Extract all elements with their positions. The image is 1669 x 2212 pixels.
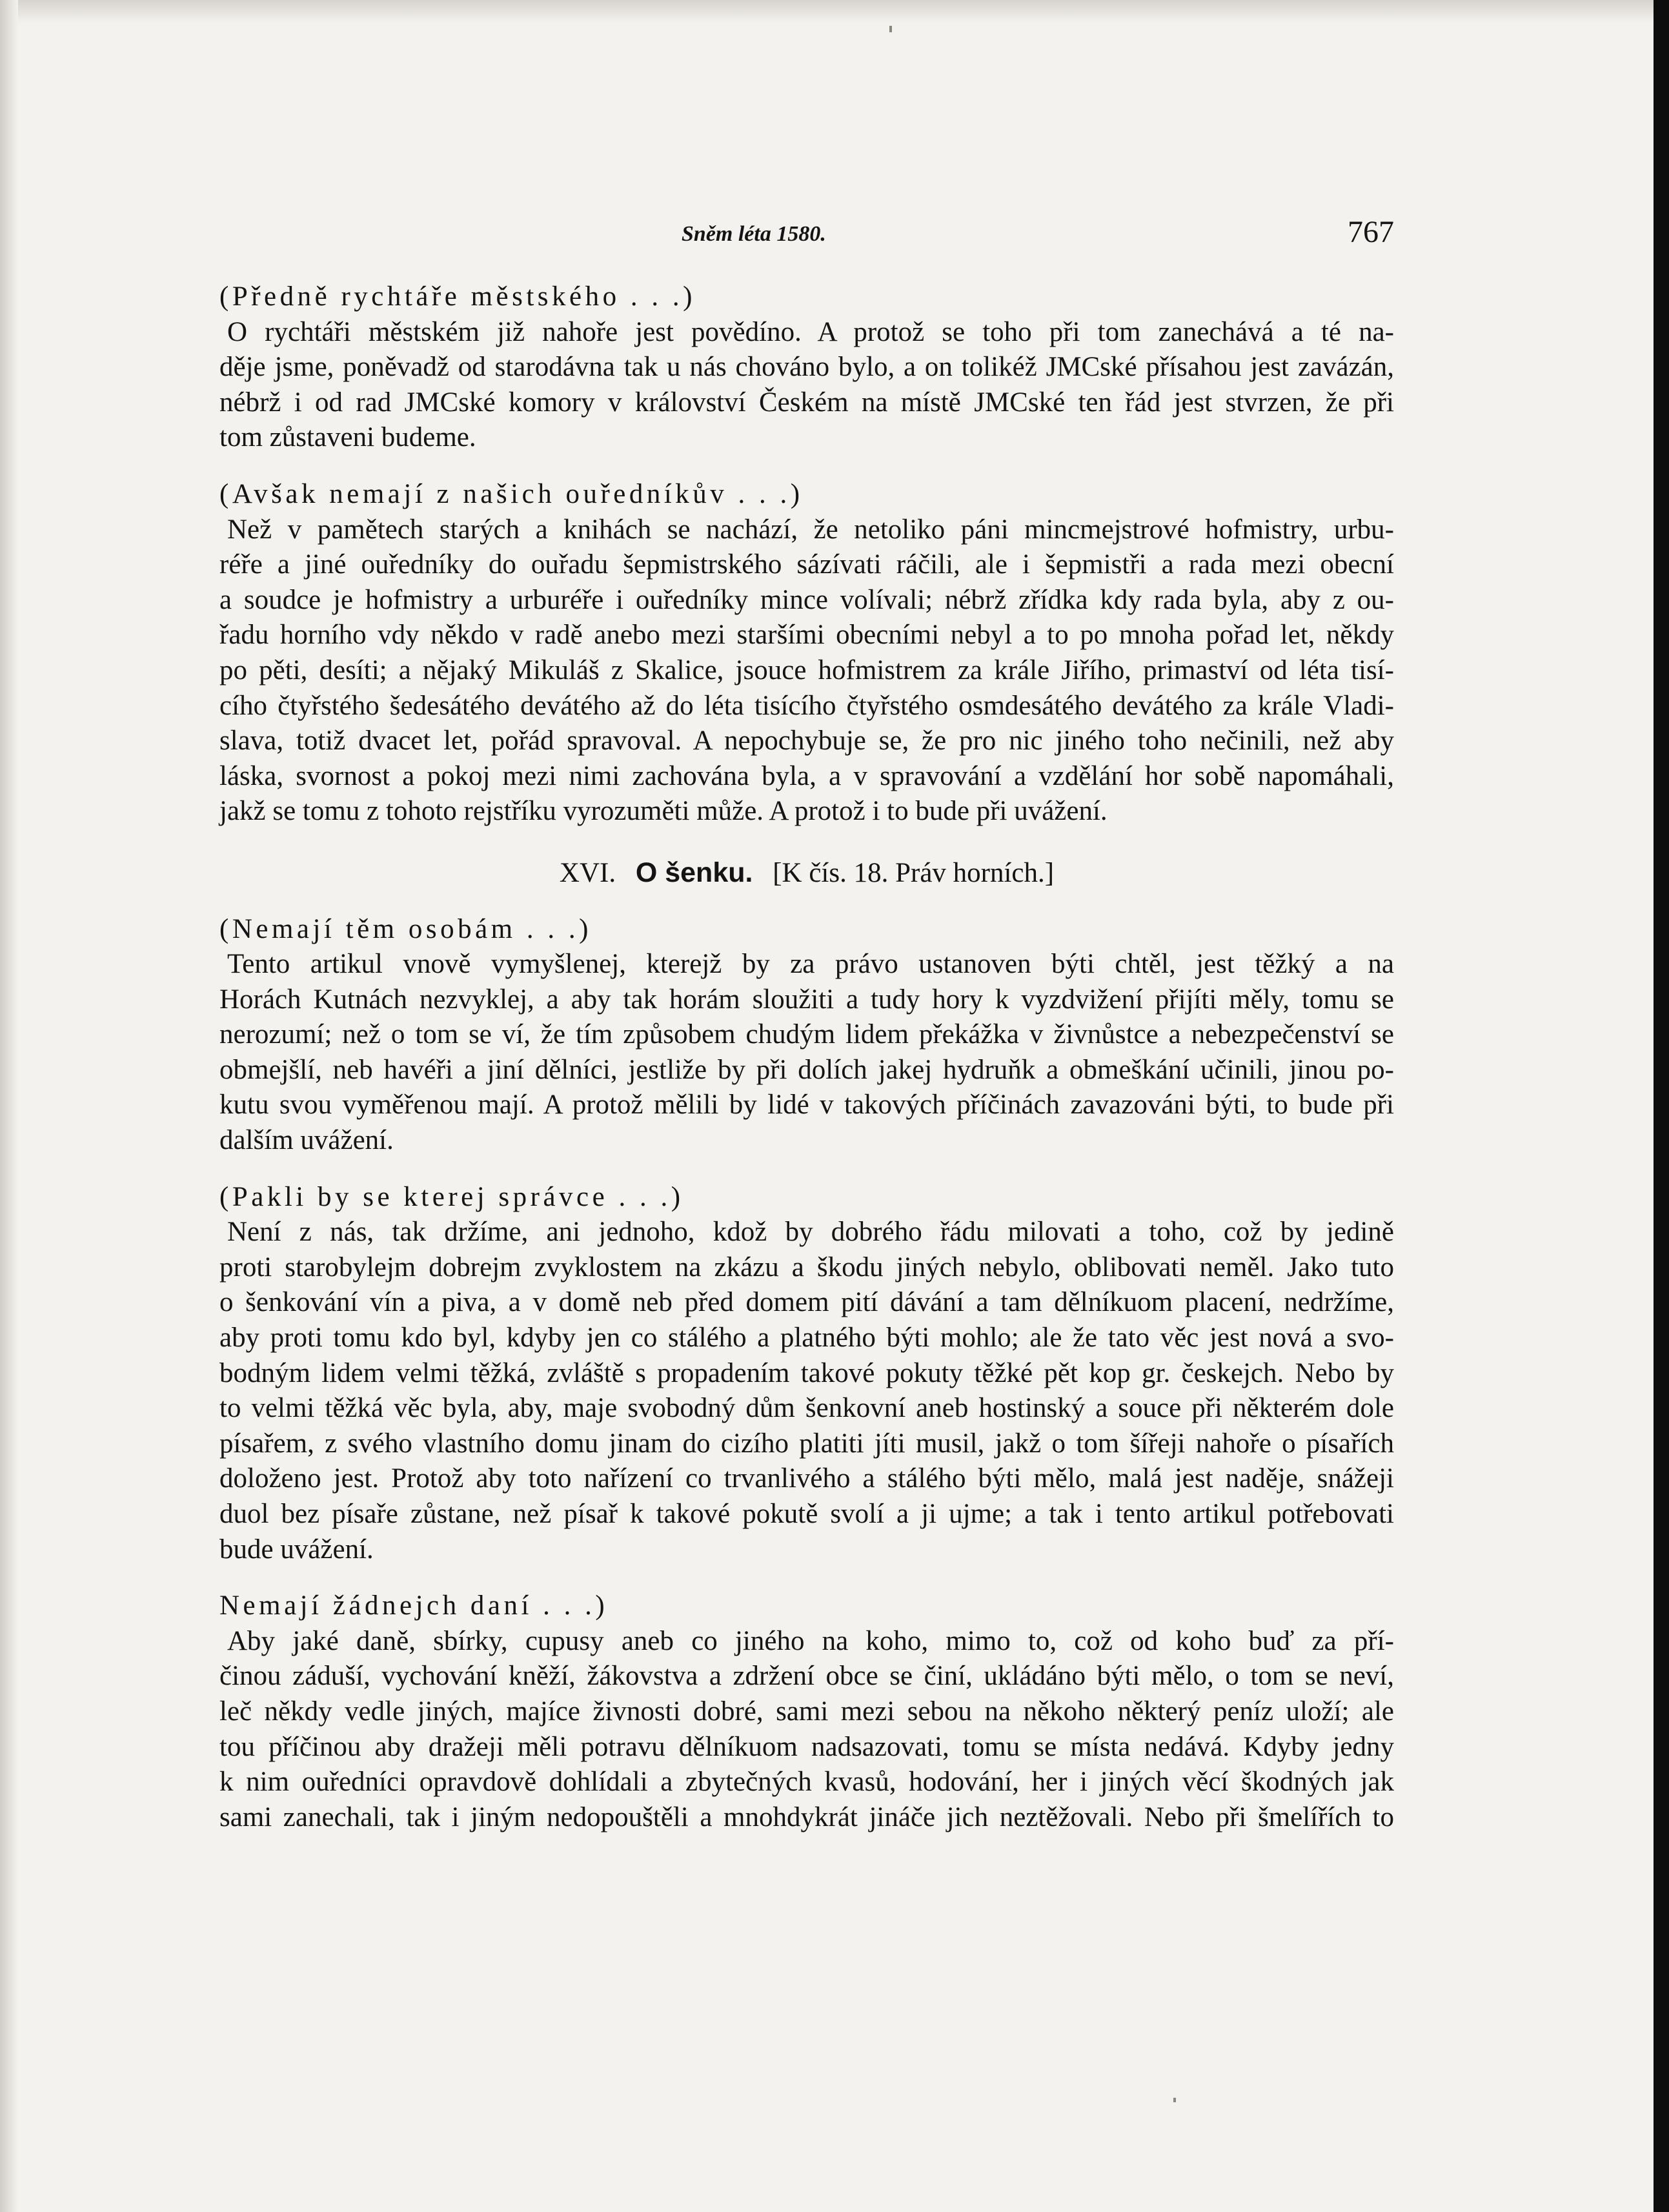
page-number: 767 [1348,215,1394,249]
article-caption: (Předně rychtáře městského . . .) [219,281,696,312]
article-caption: Nemají žádnejch daní . . .) [219,1590,609,1621]
text-line: aby proti tomu kdo byl, kdyby jen co stálého a platného býti mohlo; ale že tato věc jest nová a svo- [219,1323,1394,1354]
text-line: tou příčinou aby dražeji měli potravu dělníkuom nadsazovati, tomu se místa nedává. Kdyby jedny [219,1731,1394,1762]
page-header [219,214,1394,261]
text-line: sami zanechali, tak i jiným nedopouštěli a mnohdykrát jináče jich neztěžovali. Nebo při šmelířích to [219,1801,1394,1832]
section-reference: [K čís. 18. Práv horních.] [773,857,1055,888]
article-response [219,912,1394,1159]
running-title: Sněm léta 1580. [682,222,826,246]
text-line: o šenkování vín a piva, a v domě neb před domem pití dávání a tam dělníkuom placení, nedržíme, [219,1287,1394,1318]
scan-edge-left [0,0,18,2212]
text-line: jakž se tomu z tohoto rejstříku vyrozuměti může. A protož i to bude při uvážení. [219,796,1108,827]
text-line: písařem, z svého vlastního domu jinam do cizího platiti jíti musil, jakž o tom šířeji nahoře o písařích [219,1428,1394,1459]
paragraph-gap [219,456,1394,477]
text-line: to velmi těžká věc byla, aby, maje svobodný dům šenkovní aneb hostinský a souce při některém dole [219,1393,1394,1424]
text-line: láska, svornost a pokoj mezi nimi zachována byla, a v spravování a vzdělání hor sobě napomáhali, [219,760,1394,791]
text-line: duol bez písaře zůstane, než písař k takové pokutě svolí a ji ujme; a tak i tento artikul potřebovati [219,1499,1394,1529]
text-line: cího čtyřstého šedesátého devátého až do léta tisícího čtyřstého osmdesátého devátého za krále Vladi- [219,690,1394,721]
text-line: děje jsme, poněvadž od starodávna tak u nás chováno bylo, a on tolikéž JMCské přísahou jest zavázán, [219,352,1394,383]
text-line: nébrž i od rad JMCské komory v království Českém na místě JMCské ten řád jest stvrzen, že při [219,387,1394,418]
text-line: proti starobylejm dobrejm zvyklostem na zkázu a škodu jiných nebylo, oblibovati neměl. Jako tuto [219,1252,1394,1283]
text-line: dalším uvážení. [219,1125,394,1156]
paragraph-gap [219,891,1394,912]
paragraph-gap [219,1567,1394,1588]
text-line: po pěti, desíti; a nějaký Mikuláš z Skalice, jsouce hofmistrem za krále Jiřího, primaství od léta tisí- [219,654,1394,685]
text-line: Aby jaké daně, sbírky, cupusy aneb co jiného na koho, mimo to, což od koho buď za pří- [227,1625,1394,1656]
scan-speck [889,26,892,32]
paragraph-gap [219,1159,1394,1180]
text-line: réře a jiné ouředníky do ouřadu šepmistrského sázívati ráčili, ale i šepmistři a rada mezi obecní [219,549,1394,580]
text-line: tom zůstaveni budeme. [219,422,476,453]
text-line: obmejšlí, neb havéři a jiní dělníci, jestliže by při dolích jakej hydruňk a obmeškání učinili, jinou po- [219,1054,1394,1085]
text-line: O rychtáři městském již nahoře jest povědíno. A protož se toho při tom zanechává a té na- [227,316,1394,347]
scan-edge-top [0,0,1654,23]
text-line: kutu svou vyměřenou mají. A protož mělili by lidé v takových příčinách zavazováni býti, to bude při [219,1090,1394,1121]
scan-speck [1173,2098,1176,2102]
article-response [219,477,1394,829]
article-response [219,1180,1394,1568]
text-line: Než v pamětech starých a knihách se nachází, že netoliko páni mincmejstrové hofmistry, urbu- [227,514,1394,545]
text-line: činou záduší, vychování kněží, žákovstva a zdržení obce se činí, ukládáno býti mělo, o tom se neví, [219,1661,1394,1692]
section-heading [219,855,1394,891]
section-number: XVI. [559,857,616,888]
article-caption: (Nemají těm osobám . . .) [219,913,592,944]
text-line: leč někdy vedle jiných, majíce živnosti dobré, sami mezi sebou na někoho některý peníz uloží; ale [219,1696,1394,1727]
text-line: slava, totiž dvacet let, pořád spravoval. A nepochybuje se, že pro nic jiného toho nečinili, než aby [219,725,1394,756]
article-caption: (Pakli by se kterej správce . . .) [219,1181,684,1212]
page-body [219,279,1394,1835]
article-caption: (Avšak nemají z našich ouředníkův . . .) [219,478,804,509]
text-line: bude uvážení. [219,1534,374,1565]
article-response [219,1588,1394,1835]
paragraph-gap [219,829,1394,855]
text-line: řadu horního vdy někdo v radě anebo mezi staršími obecními nebyl a to po mnoha pořad let, někdy [219,620,1394,651]
section-title: O šenku. [635,857,753,888]
text-line: Není z nás, tak držíme, ani jednoho, kdož by dobrého řádu milovati a toho, což by jedině [227,1217,1394,1248]
text-line: k nim ouředníci opravdově dohlídali a zbytečných kvasů, hodování, her i jiných věcí škodných jak [219,1767,1394,1798]
text-line: a soudce je hofmistry a urburéře i ouředníky mince volívali; nébrž zřídka kdy rada byla, aby z ou- [219,584,1394,615]
article-response [219,279,1394,456]
text-line: bodným lidem velmi těžká, zvláště s propadením takové pokuty těžké pět kop gr. českejch. Nebo by [219,1357,1394,1388]
text-line: nerozumí; než o tom se ví, že tím způsobem chudým lidem překážka v živnůstce a nebezpečenství se [219,1019,1394,1050]
text-line: Tento artikul vnově vymyšlenej, kterejž by za právo ustanoven býti chtěl, jest těžký a na [227,949,1394,980]
text-line: doloženo jest. Protož aby toto nařízení co trvanlivého a stálého býti mělo, malá jest naděje, snážeji [219,1463,1394,1494]
text-line: Horách Kutnách nezvyklej, a aby tak horám sloužiti a tudy hory k vyzdvižení přijíti měly, tomu se [219,984,1394,1015]
